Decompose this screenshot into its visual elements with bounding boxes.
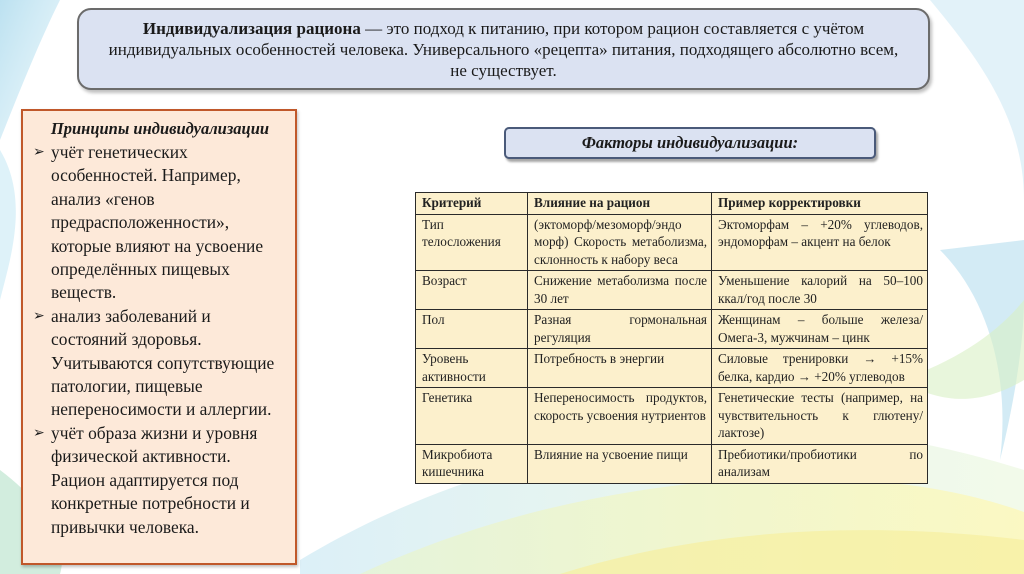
table-cell: Снижение метаболизма после 30 лет [528, 271, 712, 310]
arrow-bullet-icon: ➢ [33, 425, 45, 441]
table-cell: Разная гормональная регуляция [528, 310, 712, 349]
table-cell: Генетика [416, 388, 528, 445]
factors-title: Факторы индивидуализации: [504, 127, 876, 159]
table-header-row [416, 193, 928, 215]
table-row [416, 271, 928, 310]
principles-box [21, 109, 297, 565]
table-cell: Эктоморфам – +20% углеводов, эндоморфам – акцент на белок [712, 214, 928, 271]
table-cell: Силовые тренировки → +15% белка, кардио → +20% углеводов [712, 349, 928, 388]
table-cell: Потребность в энергии [528, 349, 712, 388]
principle-text: учёт генетических особенностей. Например, анализ «генов предрасположенности», которые влияют на усвоение определённых пищевых веществ. [51, 142, 264, 303]
table-row [416, 388, 928, 445]
list-item [31, 305, 289, 422]
table-cell: Непереносимость продуктов, скорость усвоения нутриентов [528, 388, 712, 445]
table-cell: Пол [416, 310, 528, 349]
table-cell: Уменьшение калорий на 50–100 ккал/год после 30 [712, 271, 928, 310]
list-item [31, 422, 289, 539]
principles-list [31, 141, 289, 539]
factors-table [415, 192, 928, 484]
definition-term: Индивидуализация рациона [142, 19, 361, 38]
principles-title: Принципы индивидуализации [50, 119, 270, 138]
arrow-bullet-icon: ➢ [33, 145, 45, 160]
list-item [31, 141, 289, 305]
arrow-bullet-icon: ➢ [33, 308, 45, 324]
table-cell: Возраст [416, 271, 528, 310]
principle-text: анализ заболеваний и состояний здоровья. Учитываются сопутствующие патологии, пищевые непереносимости и аллергии. [51, 305, 275, 420]
definition-text: — это подход к питанию, при котором рацион составляется с учётом индивидуальных особенностей человека. Универсального «рецепта» питания, подходящего абсолютно всем, не существует. [108, 19, 899, 80]
table-cell: Влияние на усвоение пищи [528, 444, 712, 483]
column-header: Влияние на рацион [528, 193, 712, 215]
definition-box [77, 8, 930, 90]
table-row [416, 214, 928, 271]
table-cell: Пребиотики/пробиотики по анализам [712, 444, 928, 483]
table-row [416, 310, 928, 349]
table-cell: Уровень активности [416, 349, 528, 388]
table-cell: (эктоморф/мезоморф/эндо морф) Скорость метаболизма, склонность к набору веса [528, 214, 712, 271]
table-cell: Генетические тесты (например, на чувствительность к глютену/лактозе) [712, 388, 928, 445]
table-cell: Женщинам – больше железа/Омега-3, мужчинам – цинк [712, 310, 928, 349]
table-row [416, 349, 928, 388]
principle-text: учёт образа жизни и уровня физической активности. Рацион адаптируется под конкретные потребности и привычки человека. [51, 422, 258, 537]
table-cell: Микробиота кишечника [416, 444, 528, 483]
table-cell: Тип телосложения [416, 214, 528, 271]
table-row [416, 444, 928, 483]
column-header: Критерий [416, 193, 528, 215]
column-header: Пример корректировки [712, 193, 928, 215]
